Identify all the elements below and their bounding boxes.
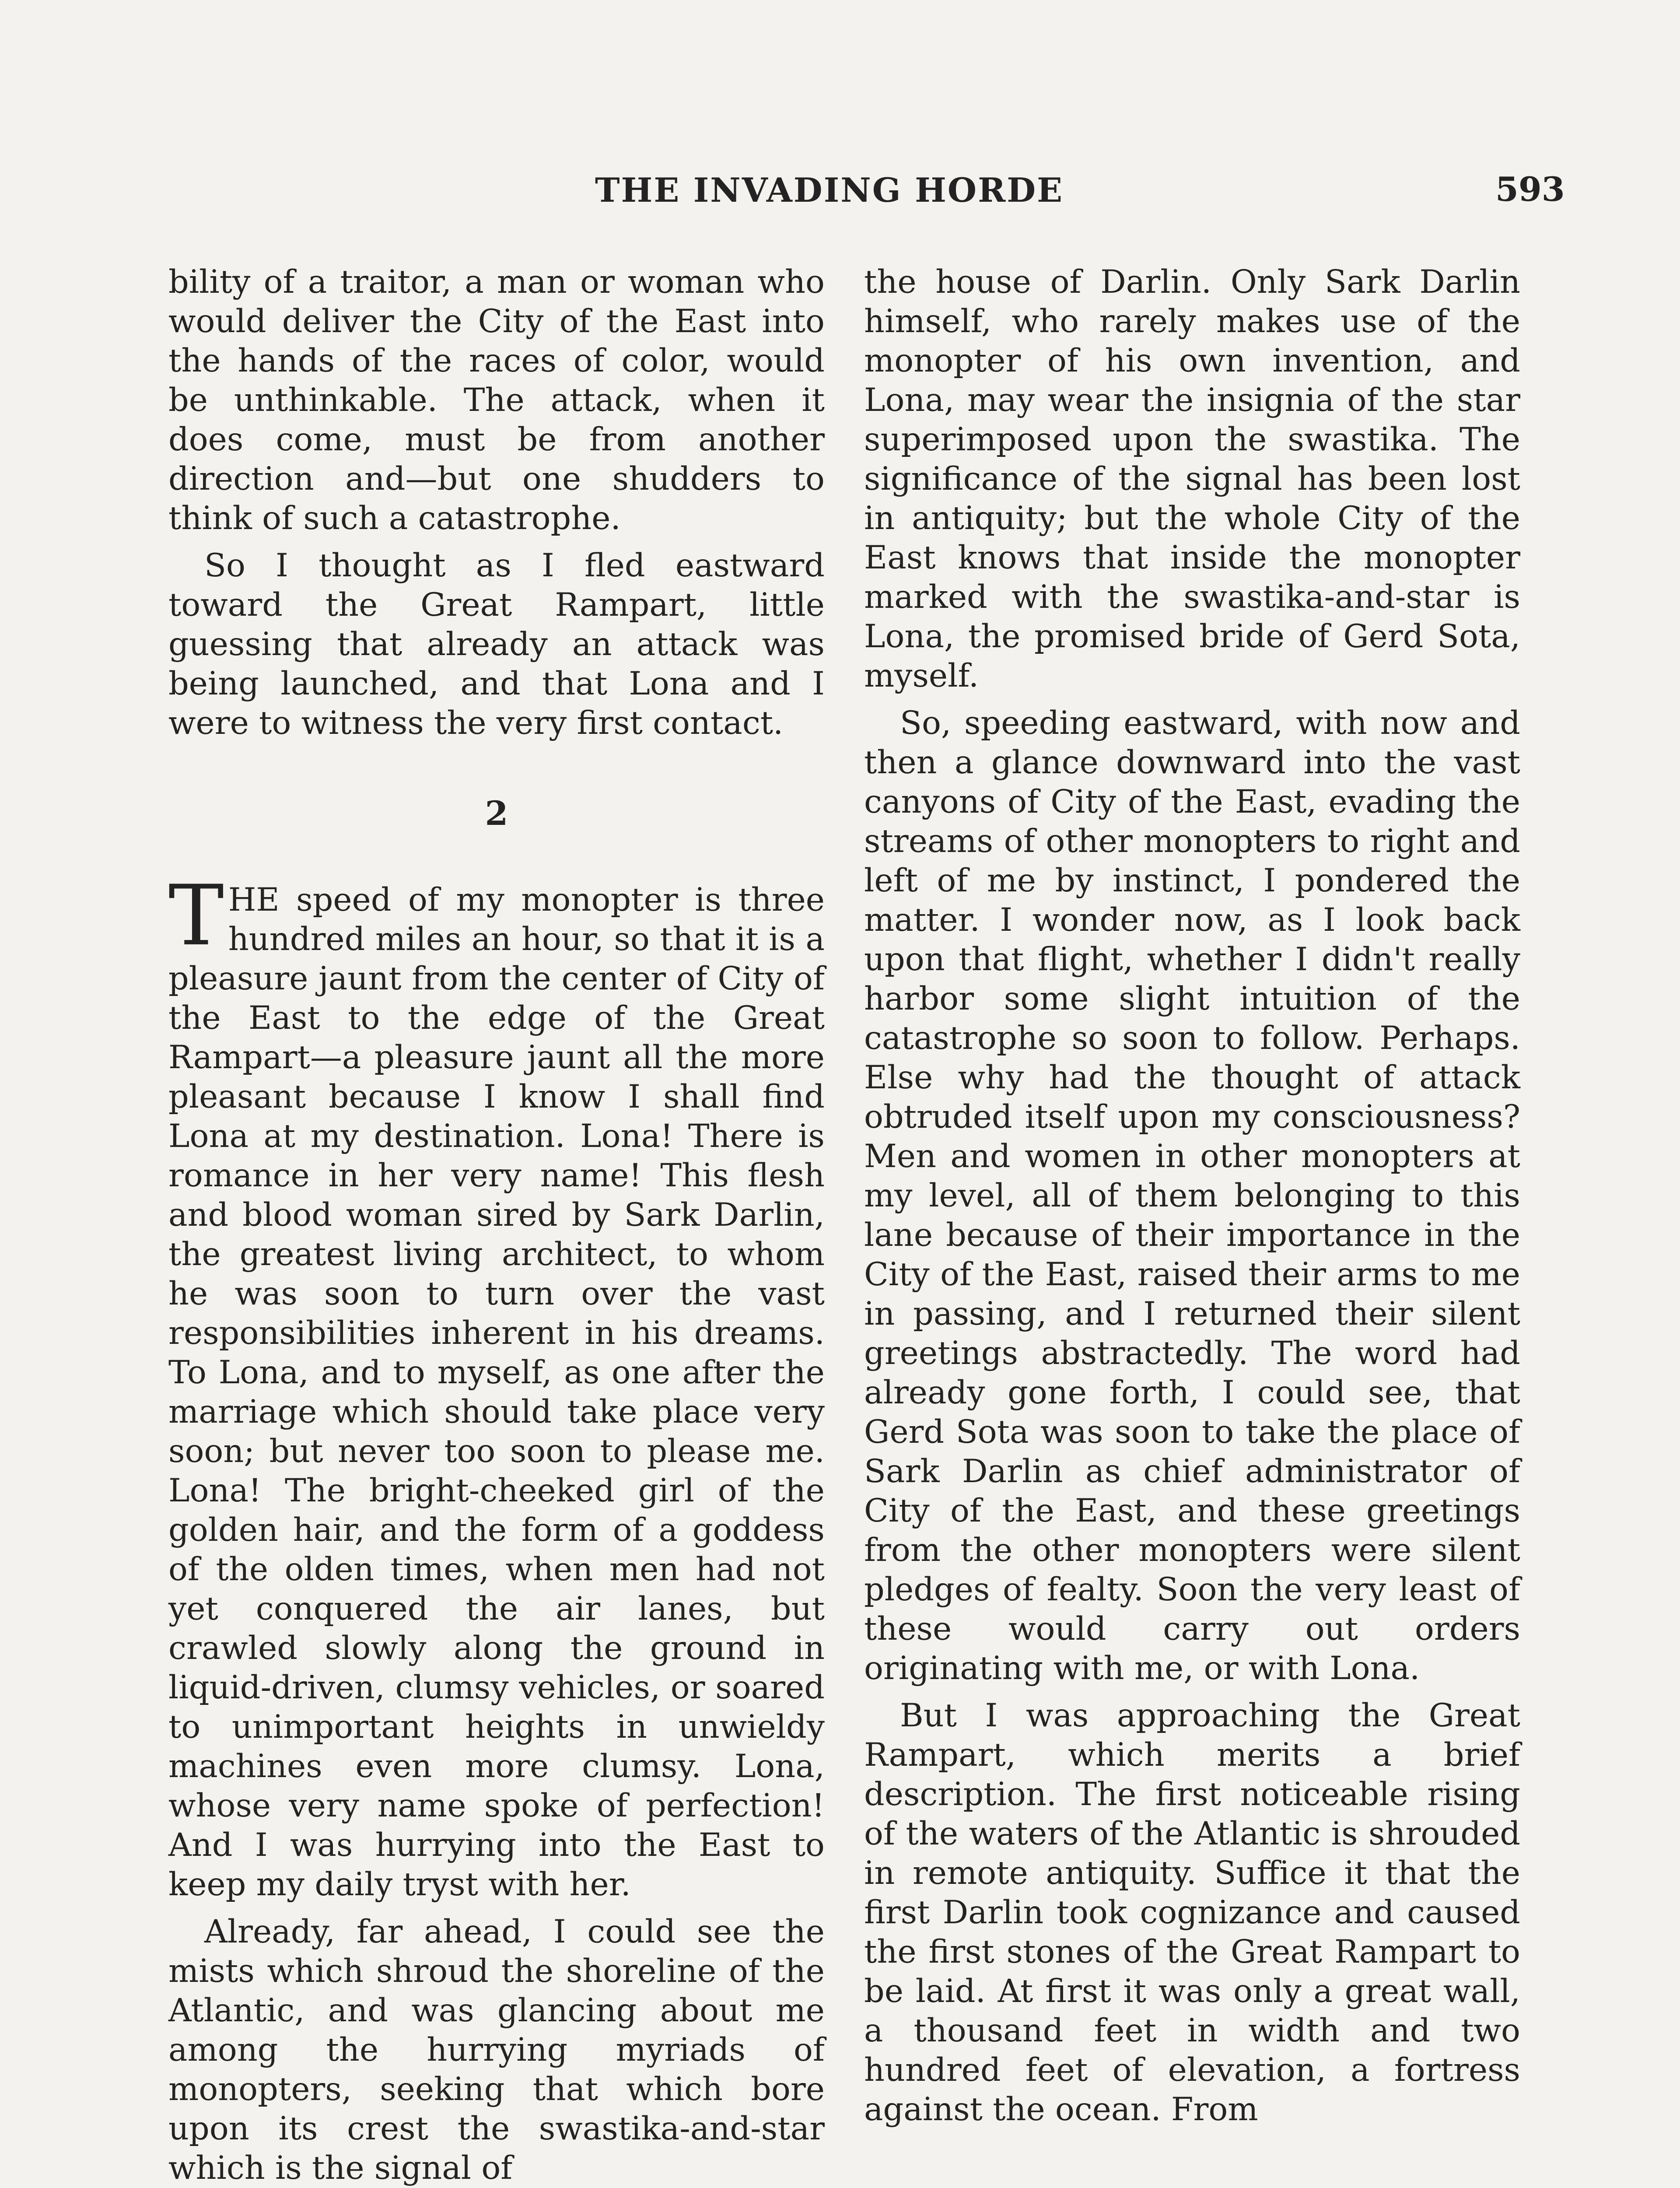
- left-paragraph-3: [168, 867, 825, 1904]
- left-paragraph-2: So I thought as I fled eastward toward the Great Rampart, little guessing that already an attack was being launched, and that Lona and I were to witness the very first contact.: [168, 547, 825, 742]
- right-paragraph-2: So, speeding eastward, with now and then a glance downward into the vast canyons of City of the East, evading the streams of other monopters to right and left of me by instinct, I pondered the matter. I wonder now, as I look back upon that flight, whether I didn't really harbor some slight intuition of the catastrophe so soon to follow. Perhaps. Else why had the thought of attack obtruded itself upon my consciousness? Men and women in other monopters at my level, all of them belonging to this lane because of their importance in the City of the East, raised their arms to me in passing, and I returned their silent greetings abstractedly. The word had already gone forth, I could see, that Gerd Sota was soon to take the place of Sark Darlin as chief administrator of City of the East, and these greetings from the other monopters were silent pledges of fealty. Soon the very least of these would carry out orders originating with me, or with Lona.: [864, 705, 1520, 1687]
- drop-cap-letter: T: [168, 867, 224, 964]
- small-caps-lead: HE: [228, 881, 280, 919]
- left-paragraph-4: Already, far ahead, I could see the mists which shroud the shoreline of the Atlantic, and was glancing about me among the hurrying myriads of monopters, seeking that which bore upon its crest the swastika-and-star which is the signal of: [168, 1913, 825, 2187]
- right-column: [864, 263, 1520, 2137]
- running-header-title: THE INVADING HORDE: [595, 171, 1064, 210]
- page-number: 593: [1495, 170, 1565, 209]
- right-paragraph-1: the house of Darlin. Only Sark Darlin himself, who rarely makes use of the monopter of his own invention, and Lona, may wear the insignia of the star superimposed upon the swastika. The significance of the signal has been lost in antiquity; but the whole City of the East knows that inside the monopter marked with the swastika-and-star is Lona, the promised bride of Gerd Sota, myself.: [864, 263, 1520, 694]
- left-column: [168, 263, 825, 2188]
- left-paragraph-3-text: speed of my monopter is three hundred miles an hour, so that it is a pleasure jaunt from the center of City of the East to the edge of the Great Rampart—a pleasure jaunt all the more pleasant because I know I shall find Lona at my destination. Lona! There is romance in her very name! This flesh and blood woman sired by Sark Darlin, the greatest living architect, to whom he was soon to turn over the vast responsibilities inherent in his dreams. To Lona, and to myself, as one after the marriage which should take place very soon; but never too soon to please me. Lona! The bright-cheeked girl of the golden hair, and the form of a goddess of the olden times, when men had not yet conquered the air lanes, but crawled slowly along the ground in liquid-driven, clumsy vehicles, or soared to unimportant heights in unwieldy machines even more clumsy. Lona, whose very name spoke of perfection! And I was hurrying into the East to keep my daily tryst with her.: [168, 881, 825, 1903]
- right-paragraph-3: But I was approaching the Great Rampart, which merits a brief description. The first noticeable rising of the waters of the Atlantic is shrouded in remote antiquity. Suffice it that the first Darlin took cognizance and caused the first stones of the Great Rampart to be laid. At first it was only a great wall, a thousand feet in width and two hundred feet of elevation, a fortress against the ocean. From: [864, 1697, 1520, 2128]
- section-number: 2: [485, 794, 508, 833]
- left-paragraph-1: bility of a traitor, a man or woman who would deliver the City of the East into the hands of the races of color, would be unthinkable. The attack, when it does come, must be from another direction and—but one shudders to think of such a catastrophe.: [168, 263, 825, 537]
